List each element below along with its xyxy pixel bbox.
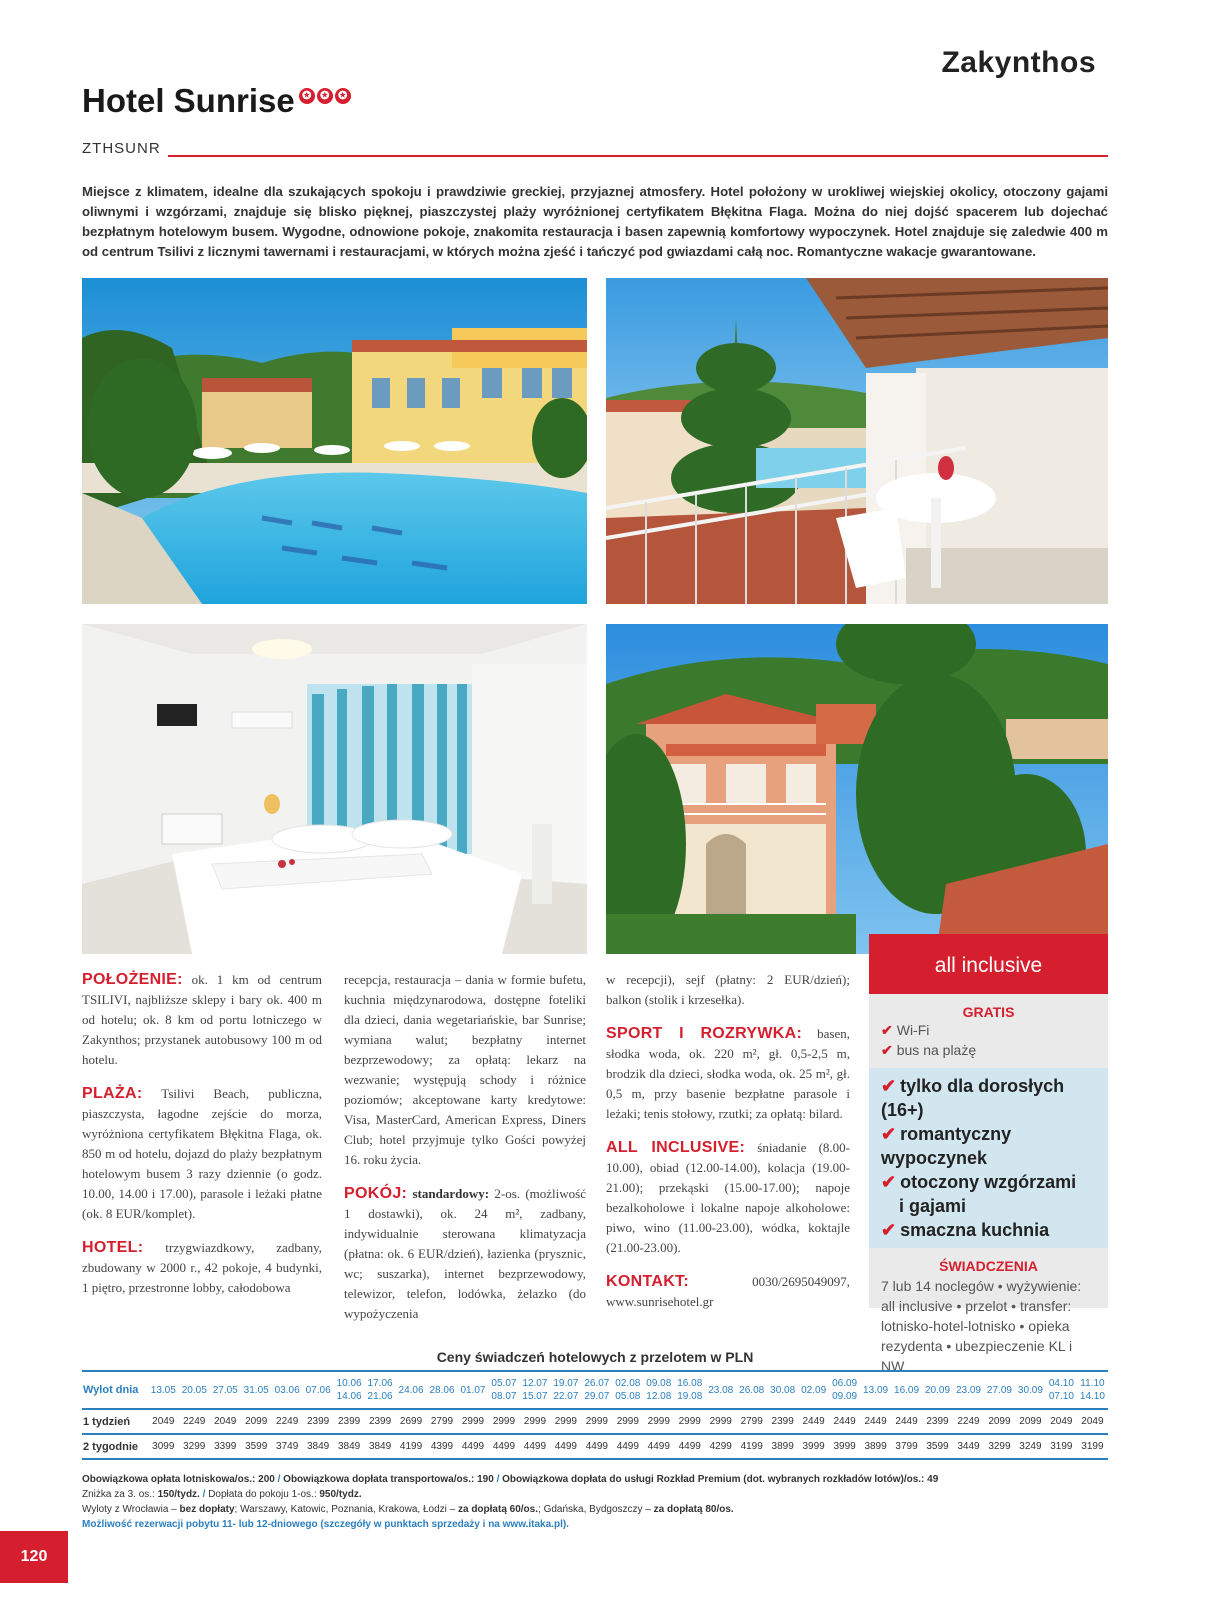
all-inclusive-section <box>606 1138 850 1258</box>
departure-date: 10.06 14.06 <box>334 1371 365 1409</box>
location-text: ok. 1 km od centrum TSILIVI, najbliższe sklepy i bary ok. 400 m od hotelu; ok. 8 km od portu lotniczego w Zakynthos; przystanek autobusowy 100 m od hotelu. <box>82 972 322 1067</box>
star-icon: ✪ <box>299 88 315 104</box>
price-cell: 2399 <box>307 1416 330 1427</box>
departure-date: 23.09 <box>953 1371 984 1409</box>
price-cell: 2249 <box>276 1416 299 1427</box>
hotel-stars <box>299 88 351 104</box>
notes-line-1: Obowiązkowa opłata lotniskowa/os.: 200 / Obowiązkowa dopłata transportowa/os.: 190 / Obowiązkowa dopłata do usługi Rozkład Premium (dot. wybranych rozkładów lotów)/os.: 49 <box>82 1474 939 1485</box>
departure-date: 03.06 <box>272 1371 303 1409</box>
feature-item: ✔ romantyczny wypoczynek <box>881 1124 1012 1168</box>
departure-date: 27.09 <box>984 1371 1015 1409</box>
departure-dates-row <box>82 1371 1108 1409</box>
price-cell: 4199 <box>396 1434 427 1459</box>
departure-date: 09.08 12.08 <box>643 1371 674 1409</box>
departure-date: 04.10 07.10 <box>1046 1371 1077 1409</box>
price-cell: 3299 <box>984 1434 1015 1459</box>
hotel-name: Hotel Sunrise <box>82 82 295 119</box>
price-cell: 2999 <box>523 1416 547 1427</box>
price-row-label: 1 tydzień <box>83 1415 131 1428</box>
departure-date: 02.08 05.08 <box>612 1371 643 1409</box>
departure-date: 27.05 <box>210 1371 241 1409</box>
price-cell: 3249 <box>1015 1434 1046 1459</box>
departure-date: 24.06 <box>396 1371 427 1409</box>
departure-date: 20.05 <box>179 1371 210 1409</box>
hotel-text: trzygwiazdkowy, zadbany, zbudowany w 2000 r., 42 pokoje, 4 budynki, 1 piętro, przestronne lobby, całodobowa <box>82 1240 322 1295</box>
page-number: 120 <box>0 1531 68 1583</box>
room-heading: POKÓJ: <box>344 1185 408 1202</box>
text-column-2 <box>344 970 586 1338</box>
box-title: all inclusive <box>869 934 1108 994</box>
price-cell: 3849 <box>334 1434 365 1459</box>
note-departures-c: ; Warszawy, Katowic, Poznania, Krakowa, Łodzi – <box>234 1504 458 1515</box>
note-transport-fee: Obowiązkowa dopłata transportowa/os.: 190 <box>283 1474 494 1485</box>
note-single-value: 950/tydz. <box>319 1489 362 1500</box>
price-row-label: 2 tygodnie <box>82 1434 148 1459</box>
departure-date: 11.10 14.10 <box>1077 1371 1108 1409</box>
room-text: 2-os. (możliwość 1 dostawki), ok. 24 m², zadbany, indywidualnie sterowana klimatyzacja (płatna: ok. 6 EUR/dzień), łazienka (prysznic, wc; suszarka), internet bezprzewodowy, telewizor, telefon, lodówka, żelazko (do wypożyczenia <box>344 1186 586 1321</box>
price-cell: 2249 <box>957 1416 980 1427</box>
note-reservation: Możliwość rezerwacji pobytu 11- lub 12-dniowego (szczegóły w punktach sprzedaży i na www.itaka.pl). <box>82 1519 569 1530</box>
price-cell: 2799 <box>430 1416 454 1427</box>
price-cell: 3299 <box>179 1434 210 1459</box>
departure-date: 07.06 <box>303 1371 334 1409</box>
room-subheading: standardowy: <box>407 1186 490 1201</box>
price-cell: 2999 <box>678 1416 701 1427</box>
departure-date: 30.08 <box>767 1371 798 1409</box>
price-table-title: Ceny świadczeń hotelowych z przelotem w PLN <box>436 1349 754 1365</box>
departure-label: Wylot dnia <box>82 1371 148 1409</box>
note-premium-fee: Obowiązkowa dopłata do usługi Rozkład Premium (dot. wybranych rozkładów lotów)/os.: 49 <box>502 1474 939 1485</box>
photo-exterior <box>606 624 1108 954</box>
gratis-item: ✔ bus na plażę <box>881 1042 977 1058</box>
price-cell: 4499 <box>674 1434 705 1459</box>
price-cell: 3849 <box>365 1434 396 1459</box>
check-icon: ✔ <box>881 1076 897 1096</box>
price-cell: 2399 <box>368 1416 392 1427</box>
departure-date: 02.09 <box>798 1371 829 1409</box>
price-table <box>82 1370 1108 1460</box>
price-row <box>82 1434 1108 1459</box>
note-departures-d: za dopłatą 60/os. <box>457 1504 539 1515</box>
photo-pool <box>82 278 587 604</box>
price-cell: 3749 <box>272 1434 303 1459</box>
price-cell: 2449 <box>833 1416 856 1427</box>
star-icon: ✪ <box>317 88 333 104</box>
price-cell: 3599 <box>922 1434 953 1459</box>
price-cell: 2099 <box>1019 1416 1042 1427</box>
note-departures-a: Wyloty z Wrocławia – <box>82 1504 180 1515</box>
price-cell: 4499 <box>488 1434 519 1459</box>
check-icon: ✔ <box>881 1220 897 1240</box>
price-cell: 4499 <box>457 1434 488 1459</box>
services-title: ŚWIADCZENIA <box>939 1258 1038 1274</box>
check-icon: ✔ <box>881 1124 897 1144</box>
price-cell: 2049 <box>214 1416 237 1427</box>
departure-date: 23.08 <box>705 1371 736 1409</box>
price-row <box>82 1409 1108 1434</box>
contact-section <box>606 1272 850 1312</box>
hotel-heading: HOTEL: <box>82 1239 144 1256</box>
sport-heading: SPORT I ROZRYWKA: <box>606 1025 803 1042</box>
departure-date: 13.05 <box>148 1371 179 1409</box>
departure-date: 17.06 21.06 <box>365 1371 396 1409</box>
check-icon: ✔ <box>881 1042 893 1058</box>
price-cell: 3999 <box>798 1434 829 1459</box>
price-cell: 2399 <box>926 1416 949 1427</box>
price-cell: 2399 <box>337 1416 361 1427</box>
all-inclusive-heading: ALL INCLUSIVE: <box>606 1139 746 1156</box>
intro-paragraph: Miejsce z klimatem, idealne dla szukających spokoju i prawdziwie greckiej, przyjaznej atmosfery. Hotel położony w urokliwej wiejskiej okolicy, otoczony gajami oliwnymi i wzgórzami, znajduje się blisko pięknej, piaszczystej plaży wyróżnionej certyfikatem Błękitna Flaga. Można do niej dojść spacerem lub dojechać bezpłatnym hotelowym busem. Wygodne, odnowione pokoje, znakomita restauracja i basen zapewnią komfortowy wypoczynek. Hotel znajduje się zaledwie 400 m od centrum Tsilivi z licznymi tawernami i restauracjami, w których można zjeść i tańczyć pod gwiazdami całą noc. Romantyczne wakacje gwarantowane. <box>82 184 1108 259</box>
hotel-code: ZTHSUNR <box>82 140 161 157</box>
price-cell: 4299 <box>705 1434 736 1459</box>
price-cell: 3199 <box>1046 1434 1077 1459</box>
room-section-cont: w recepcji), sejf (płatny: 2 EUR/dzień); balkon (stolik i krzesełka). <box>606 972 850 1007</box>
beach-heading: PLAŻA: <box>82 1085 143 1102</box>
text-column-3 <box>606 970 850 1326</box>
price-cell: 3799 <box>891 1434 922 1459</box>
price-cell: 3449 <box>953 1434 984 1459</box>
location-heading: POŁOŻENIE: <box>82 971 183 988</box>
beach-section <box>82 1084 322 1224</box>
price-cell: 4499 <box>581 1434 612 1459</box>
price-cell: 2449 <box>864 1416 887 1427</box>
price-cell: 2999 <box>616 1416 639 1427</box>
contact-heading: KONTAKT: <box>606 1273 689 1290</box>
departure-date: 16.09 <box>891 1371 922 1409</box>
departure-date: 01.07 <box>457 1371 488 1409</box>
sport-section <box>606 1024 850 1124</box>
features-list <box>869 1068 1108 1248</box>
departure-date: 16.08 19.08 <box>674 1371 705 1409</box>
star-icon: ✪ <box>335 88 351 104</box>
notes-line-2: Zniżka za 3. os.: 150/tydz. / Dopłata do pokoju 1-os.: 950/tydz. <box>82 1489 362 1500</box>
departure-date: 13.09 <box>860 1371 891 1409</box>
price-cell: 2249 <box>183 1416 206 1427</box>
price-cell: 2999 <box>647 1416 670 1427</box>
price-cell: 2049 <box>1050 1416 1073 1427</box>
price-cell: 2099 <box>245 1416 268 1427</box>
note-departures-e: ; Gdańska, Bydgoszczy – <box>538 1504 654 1515</box>
price-cell: 3899 <box>860 1434 891 1459</box>
departure-date: 20.09 <box>922 1371 953 1409</box>
location-section <box>82 970 322 1070</box>
price-cell: 2999 <box>554 1416 577 1427</box>
note-airport-fee: Obowiązkowa opłata lotniskowa/os.: 200 <box>82 1474 275 1485</box>
price-cell: 3999 <box>829 1434 860 1459</box>
services-text: 7 lub 14 noclegów • wyżywienie: all inclusive • przelot • transfer: lotnisko-hotel-lotnisko • opieka rezydenta • ubezpieczenie KL i NW <box>881 1278 1082 1374</box>
price-cell: 2399 <box>771 1416 794 1427</box>
price-cell: 2049 <box>152 1416 175 1427</box>
check-icon: ✔ <box>881 1022 893 1038</box>
price-cell: 2449 <box>802 1416 825 1427</box>
notes-line-3 <box>82 1502 1108 1517</box>
room-section <box>344 1184 586 1324</box>
departure-date: 05.07 08.07 <box>488 1371 519 1409</box>
note-discount-value: 150/tydz. <box>157 1489 200 1500</box>
hotel-section-cont: recepcja, restauracja – dania w formie bufetu, kuchnia międzynarodowa, dostępne foteliki dla dzieci, dania wegetariańskie, bar Sunrise; wymiana walut; bezpłatny internet bezprzewodowy; za opłatą: lekarz na wezwanie; występują schody i różnice poziomów; akceptowane karty kredytowe: Visa, MasterCard, American Express, Diners Club; hotel przyjmuje tylko Gości powyżej 16. roku życia. <box>344 972 586 1167</box>
departure-date: 12.07 15.07 <box>519 1371 550 1409</box>
price-cell: 4399 <box>427 1434 458 1459</box>
price-cell: 3599 <box>241 1434 272 1459</box>
gratis-title: GRATIS <box>962 1004 1015 1020</box>
feature-item: ✔ otoczony wzgórzami <box>881 1172 1077 1192</box>
contact-text: 0030/2695049097, www.sunrisehotel.gr <box>606 1274 850 1309</box>
price-cell: 2699 <box>399 1416 423 1427</box>
all-inclusive-box <box>869 934 1108 1374</box>
gratis-list <box>869 1020 1108 1060</box>
hotel-title <box>82 82 351 120</box>
price-cell: 3849 <box>303 1434 334 1459</box>
price-cell: 3899 <box>767 1434 798 1459</box>
price-cell: 2999 <box>709 1416 732 1427</box>
text-column-1 <box>82 970 322 1312</box>
check-icon: ✔ <box>881 1172 897 1192</box>
price-cell: 4499 <box>550 1434 581 1459</box>
feature-item: ✔ smaczna kuchnia <box>881 1220 1050 1240</box>
departure-date: 06.09 09.09 <box>829 1371 860 1409</box>
photo-room <box>82 624 587 954</box>
beach-text: Tsilivi Beach, publiczna, piaszczysta, łagodne zejście do morza, wyróżniona certyfikatem Błękitna Flaga, ok. 850 m od hotelu, dojazd do plaży bezpłatnym hotelowym busem 3 razy dziennie (o godz. 10.00, 14.00 i 17.00), parasole i leżaki płatne (ok. 8 EUR/komplet). <box>82 1086 322 1221</box>
price-cell: 4499 <box>519 1434 550 1459</box>
price-cell: 2099 <box>988 1416 1011 1427</box>
departure-date: 19.07 22.07 <box>550 1371 581 1409</box>
note-discount-label: Zniżka za 3. os.: <box>82 1489 158 1500</box>
price-cell: 2049 <box>1081 1416 1104 1427</box>
price-cell: 4199 <box>736 1434 767 1459</box>
note-single-label: Dopłata do pokoju 1-os.: <box>208 1489 320 1500</box>
title-divider <box>168 155 1108 157</box>
photo-balcony <box>606 278 1108 604</box>
price-cell: 3199 <box>1077 1434 1108 1459</box>
departure-date: 26.07 29.07 <box>581 1371 612 1409</box>
price-cell: 2999 <box>585 1416 608 1427</box>
departure-date: 26.08 <box>736 1371 767 1409</box>
feature-item: ✔ tylko dla dorosłych (16+) <box>881 1076 1065 1120</box>
price-cell: 4499 <box>612 1434 643 1459</box>
price-cell: 3099 <box>148 1434 179 1459</box>
feature-item: i gajami <box>899 1196 967 1216</box>
note-departures-b: bez dopłaty <box>179 1504 235 1515</box>
price-cell: 2999 <box>461 1416 485 1427</box>
price-notes <box>82 1472 1108 1532</box>
gratis-item: ✔ Wi-Fi <box>881 1022 930 1038</box>
departure-date: 30.09 <box>1015 1371 1046 1409</box>
region-title: Zakynthos <box>941 46 1096 79</box>
sport-text: basen, słodka woda, ok. 220 m², gł. 0,5-2,5 m, brodzik dla dzieci, słodka woda, ok. 25 m², gł. 0,5 m, przy basenie bezpłatne parasole i leżaki; tenis stołowy, rzutki; za opłatą: bilard. <box>606 1026 850 1121</box>
departure-date: 28.06 <box>427 1371 458 1409</box>
note-departures-f: za dopłatą 80/os. <box>653 1504 734 1515</box>
price-cell: 4499 <box>643 1434 674 1459</box>
all-inclusive-text: śniadanie (8.00-10.00), obiad (12.00-14.00), kolacja (19.00-21.00); przekąski (15.00-17.00); napoje bezalkoholowe i lokalne napoje alkoholowe: piwo, wino (11.00-23.00), wódka, koktajle (21.00-23.00). <box>606 1140 850 1255</box>
price-cell: 3399 <box>210 1434 241 1459</box>
departure-date: 31.05 <box>241 1371 272 1409</box>
price-cell: 2799 <box>740 1416 763 1427</box>
price-cell: 2449 <box>895 1416 918 1427</box>
hotel-section <box>82 1238 322 1298</box>
price-cell: 2999 <box>492 1416 516 1427</box>
